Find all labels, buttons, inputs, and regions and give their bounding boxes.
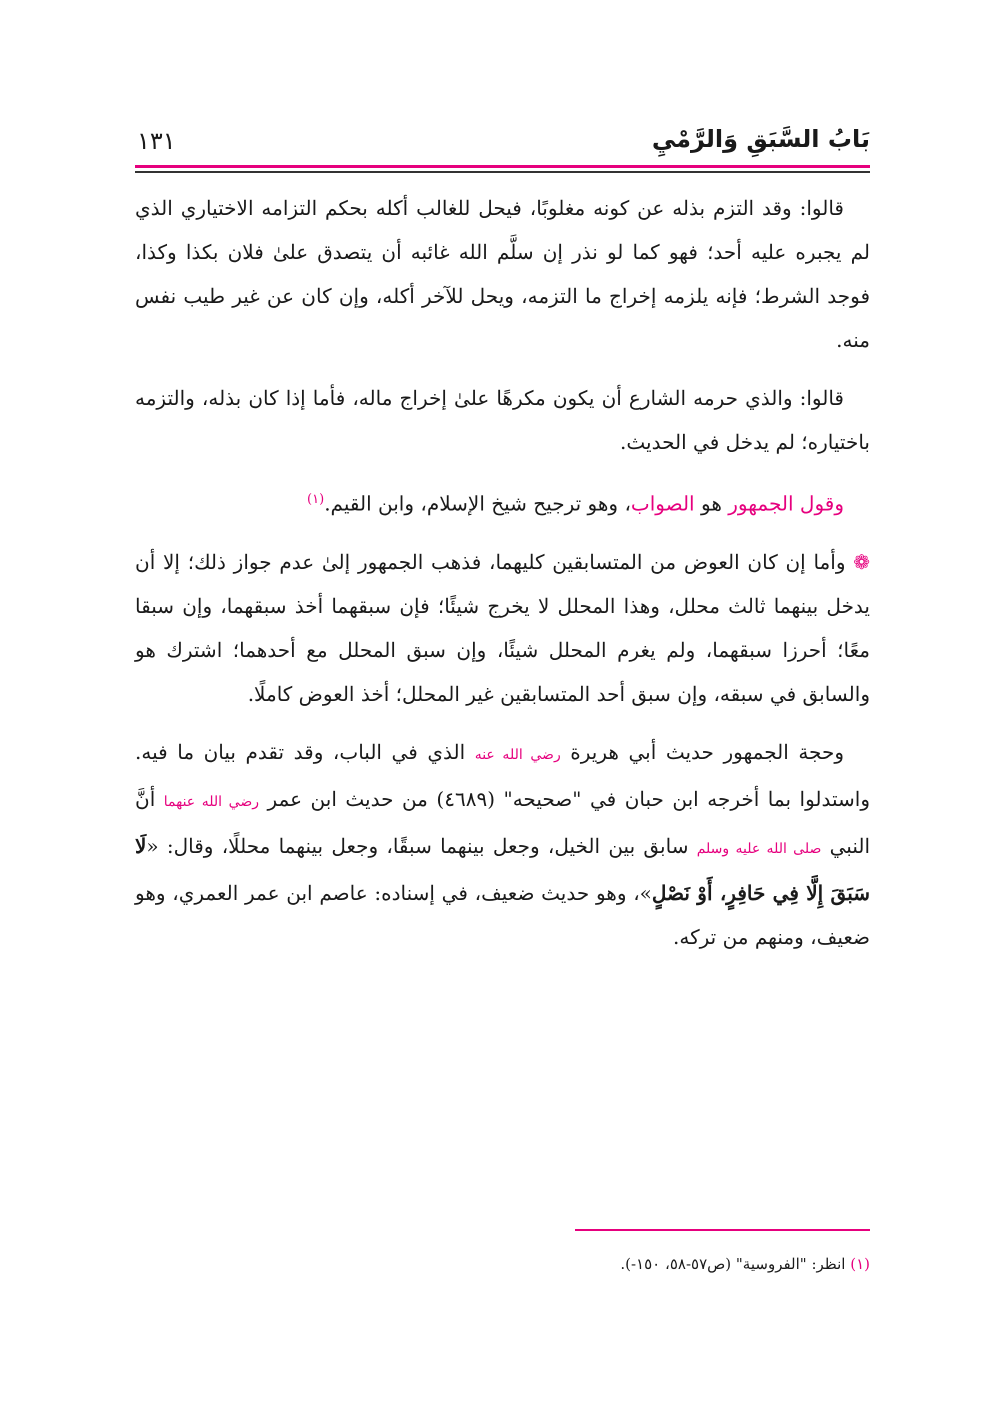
text-span: وأما إن كان العوض من المتسابقين كليهما، فذهب الجمهور إلىٰ عدم جواز ذلك؛ إلا أن يدخل بينهما ثالث محلل، وهذا المحلل لا يخرج شيئًا؛ فإن سبقهما أخذ سبقهما، وإن سبقا معًا؛ أحرزا سبقهما، ولم يغرم المحلل شيئًا، وإن سبق المحلل مع أحدهما؛ اشترك هو والسابق في سبقه، وإن سبق أحد المتسابقين غير المحلل؛ أخذ العوض كاملًا. xyxy=(135,549,870,706)
paragraph-1: قالوا: وقد التزم بذله عن كونه مغلوبًا، فيحل للغالب أكله بحكم التزامه الاختياري الذي لم يجبره عليه أحد؛ فهو كما لو نذر إن سلَّم الله غائبه أن يتصدق علىٰ فلان بكذا وكذا، فوجد الشرط؛ فإنه يلزمه إخراج ما التزمه، ويحل للآخر أكله، وإن كان عن غير طيب نفس منه. xyxy=(135,196,870,352)
footnote-separator xyxy=(575,1229,870,1231)
main-text xyxy=(135,186,870,973)
text-span: الذي في الباب، وقد تقدم بيان ما فيه. واستدلوا بما أخرجه ابن حبان في "صحيحه" (٤٦٨٩) من حديث ابن عمر xyxy=(135,739,871,811)
header-rule-accent xyxy=(135,165,870,168)
page-number: ١٣١ xyxy=(137,127,176,155)
flower-ornament-icon: ❁ xyxy=(853,549,870,574)
hadith-quote: لَا سَبَقَ إِلَّا فِي حَافِرٍ، أَوْ نَصْلٍ xyxy=(135,833,870,905)
text-span: أنَّ النبي xyxy=(135,786,871,858)
honorific-glyph: رضي الله عنهما xyxy=(163,793,259,810)
highlight-correct: الصواب xyxy=(630,491,695,516)
paragraph-4 xyxy=(135,540,870,716)
honorific-glyph: رضي الله عنه xyxy=(474,746,561,763)
paragraph-5 xyxy=(135,730,870,959)
text-span: وحجة الجمهور حديث أبي هريرة xyxy=(560,739,844,764)
paragraph-3 xyxy=(135,478,870,526)
text-span: ، وهو ترجيح شيخ الإسلام، وابن القيم. xyxy=(324,491,631,516)
paragraph-2: قالوا: والذي حرمه الشارع أن يكون مكرهًا علىٰ إخراج ماله، فأما إذا كان بذله، والتزمه باختياره؛ لم يدخل في الحديث. xyxy=(135,386,870,454)
text-span: »، وهو حديث ضعيف، في إسناده: عاصم ابن عمر العمري، وهو ضعيف، ومنهم من تركه. xyxy=(135,880,870,949)
highlight-majority: وقول الجمهور xyxy=(728,491,844,516)
text-span: سابق بين الخيل، وجعل بينهما سبقًا، وجعل بينهما محللًا، وقال: « xyxy=(146,833,697,858)
honorific-glyph: صلى الله عليه وسلم xyxy=(696,840,822,857)
text-span: هو xyxy=(694,491,729,516)
header-rule xyxy=(135,171,870,173)
footnote-marker: (١) xyxy=(850,1255,870,1273)
chapter-title: بَابُ السَّبَقِ وَالرَّمْيِ xyxy=(651,125,870,153)
page-header xyxy=(135,125,870,165)
footnote xyxy=(135,1253,870,1275)
footnote-reference[interactable]: (١) xyxy=(307,492,325,507)
footnote-text: انظر: "الفروسية" (ص٥٧-٥٨، ١٥٠-). xyxy=(620,1255,851,1273)
